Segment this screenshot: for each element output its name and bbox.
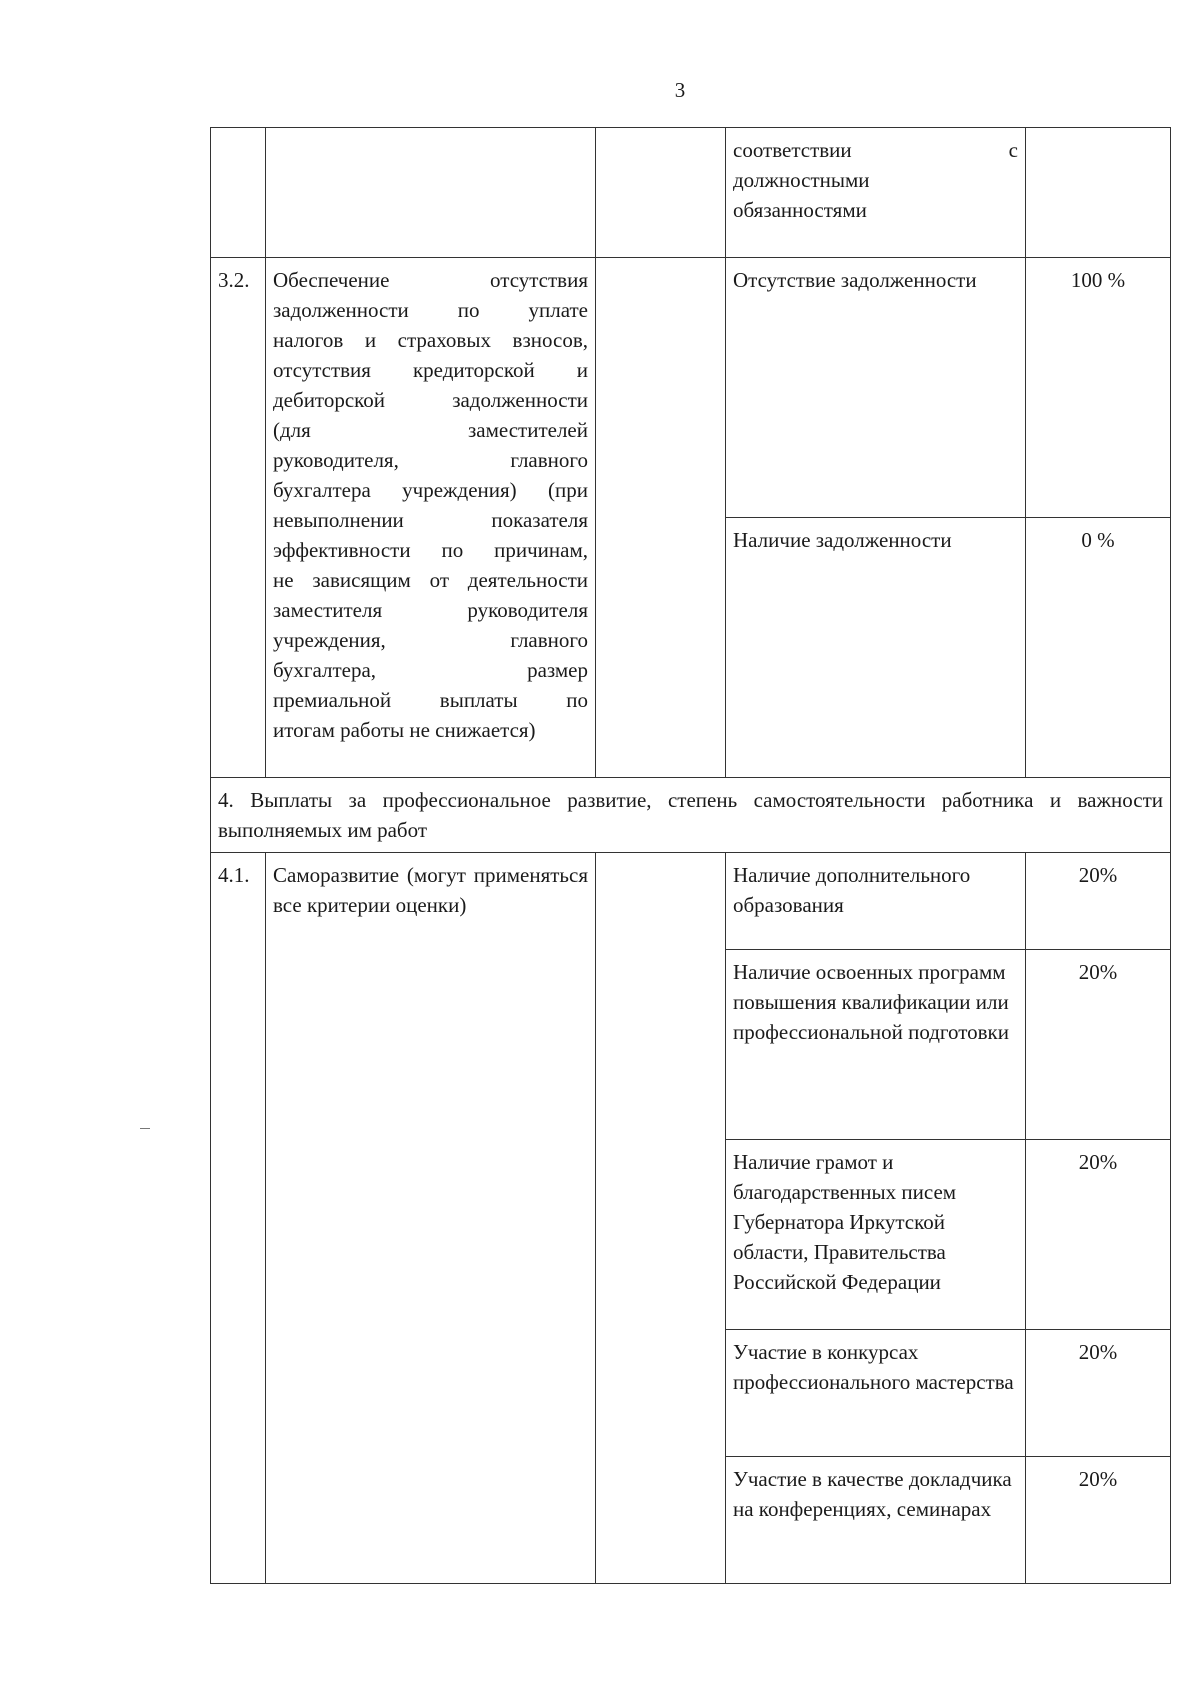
indicator-line: задолженности по уплате <box>273 298 588 322</box>
cell-indicator <box>266 258 596 778</box>
cell-empty <box>596 258 726 778</box>
section-title: 4. Выплаты за профессиональное развитие, степень самостоятельности работника и важности выполняемых им работ <box>211 778 1171 853</box>
criterion-line: должностными <box>733 168 870 192</box>
criteria-table <box>210 127 1171 1584</box>
cell-empty <box>596 853 726 1584</box>
indicator-line: заместителя руководителя <box>273 598 588 622</box>
cell-criterion <box>726 128 1026 258</box>
indicator-line: эффективности по причинам, <box>273 538 588 562</box>
indicator-line: руководителя, главного <box>273 448 588 472</box>
indicator-line: Обеспечение отсутствия <box>273 268 588 292</box>
indicator-line: бухгалтера, размер <box>273 658 588 682</box>
cell-number <box>211 128 266 258</box>
table-row-3-2 <box>211 258 1171 518</box>
indicator-line: премиальной выплаты по <box>273 688 588 712</box>
indicator-line: не зависящим от деятельности <box>273 568 588 592</box>
indicator-line: отсутствия кредиторской и <box>273 358 588 382</box>
cell-criterion: Участие в качестве докладчика на конференциях, семинарах <box>726 1457 1026 1584</box>
cell-value: 20% <box>1026 950 1171 1140</box>
cell-indicator: Саморазвитие (могут применяться все критерии оценки) <box>266 853 596 1584</box>
cell-criterion: Наличие задолженности <box>726 518 1026 778</box>
cell-value: 20% <box>1026 853 1171 950</box>
page-number: 3 <box>674 78 686 102</box>
cell-number: 3.2. <box>211 258 266 778</box>
cell-number: 4.1. <box>211 853 266 1584</box>
cell-criterion: Наличие дополнительного образования <box>726 853 1026 950</box>
indicator-line: невыполнении показателя <box>273 508 588 532</box>
indicator-line: бухгалтера учреждения) (при <box>273 478 588 502</box>
cell-criterion: Отсутствие задолженности <box>726 258 1026 518</box>
cell-criterion: Наличие грамот и благодарственных писем Губернатора Иркутской области, Правительства Российской Федерации <box>726 1140 1026 1330</box>
indicator-line: (для заместителей <box>273 418 588 442</box>
criterion-line: соответствии с <box>733 138 1018 162</box>
indicator-line: учреждения, главного <box>273 628 588 652</box>
table-row-continuation <box>211 128 1171 258</box>
criterion-line: обязанностями <box>733 198 867 222</box>
cell-criterion: Наличие освоенных программ повышения квалификации или профессиональной подготовки <box>726 950 1026 1140</box>
cell-criterion: Участие в конкурсах профессионального мастерства <box>726 1330 1026 1457</box>
cell-value: 100 % <box>1026 258 1171 518</box>
margin-mark <box>140 1128 150 1129</box>
cell-value: 0 % <box>1026 518 1171 778</box>
indicator-line: налогов и страховых взносов, <box>273 328 588 352</box>
cell-value: 20% <box>1026 1330 1171 1457</box>
table-row-section-4 <box>211 778 1171 853</box>
cell-value <box>1026 128 1171 258</box>
indicator-line: итогам работы не снижается) <box>273 718 536 742</box>
indicator-line: дебиторской задолженности <box>273 388 588 412</box>
cell-value: 20% <box>1026 1457 1171 1584</box>
table-row-4-1 <box>211 853 1171 950</box>
cell-indicator <box>266 128 596 258</box>
cell-value: 20% <box>1026 1140 1171 1330</box>
cell-empty <box>596 128 726 258</box>
